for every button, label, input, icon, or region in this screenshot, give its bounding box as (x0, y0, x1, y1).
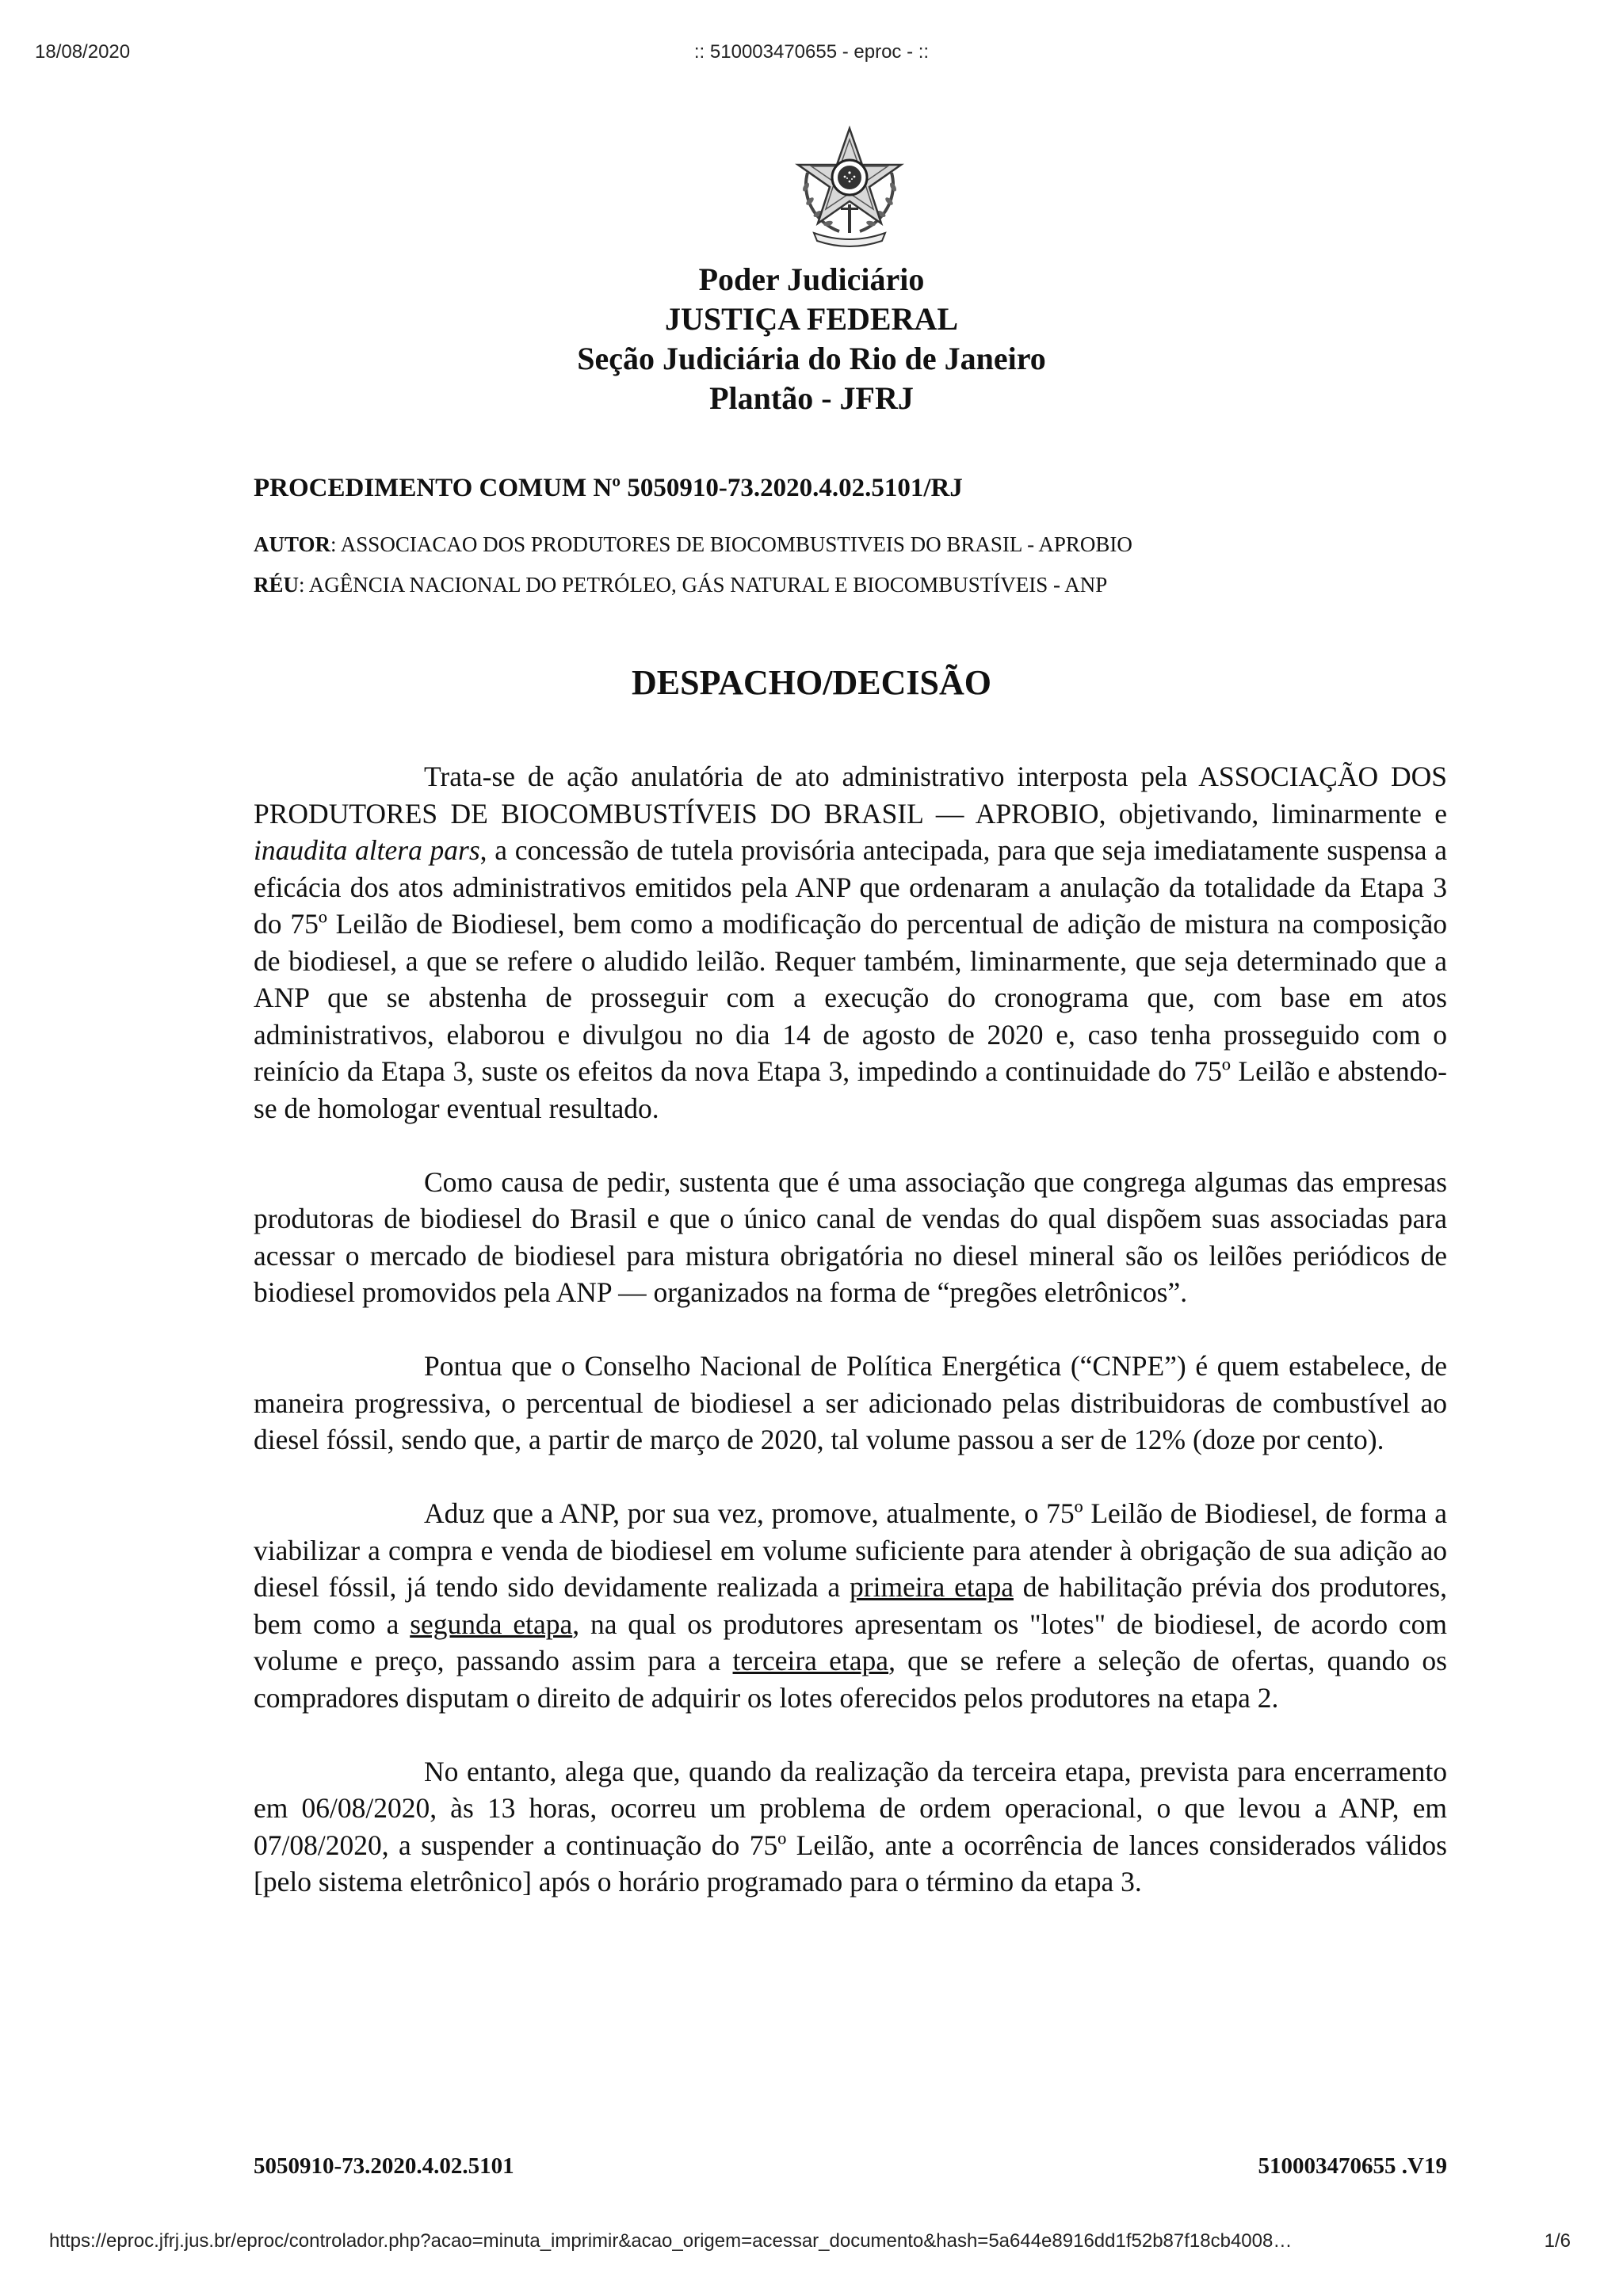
reu-value: : AGÊNCIA NACIONAL DO PETRÓLEO, GÁS NATURAL E BIOCOMBUSTÍVEIS - ANP (299, 573, 1108, 597)
footer-process-number: 5050910-73.2020.4.02.5101 (254, 2153, 514, 2179)
print-date: 18/08/2020 (35, 41, 131, 63)
party-reu (254, 573, 1107, 597)
footer-document-number: 510003470655 .V19 (1258, 2153, 1447, 2179)
procedure-title: PROCEDIMENTO COMUM Nº 5050910-73.2020.4.02.5101/RJ (254, 474, 963, 502)
latin-term: inaudita altera pars (254, 834, 480, 866)
coat-of-arms-icon (790, 125, 909, 249)
court-header (0, 260, 1623, 418)
paragraph-4: Aduz que a ANP, por sua vez, promove, atualmente, o 75º Leilão de Biodiesel, de forma a viabilizar a compra e venda de biodiesel em volume suficiente para atender à obrigação de sua adição ao diesel fóssil, já tendo sido devidamente realizada a primeira etapa de habilitação prévia dos produtores, bem como a segunda etapa, na qual os produtores apresentam os "lotes" de biodiesel, de acordo com volume e preço, passando assim para a terceira etapa, que se refere a seleção de ofertas, quando os compradores disputam o direito de adquirir os lotes oferecidos pelos produtores na etapa 2. (254, 1497, 1448, 1714)
document-heading: DESPACHO/DECISÃO (632, 663, 991, 702)
autor-value: : ASSOCIACAO DOS PRODUTORES DE BIOCOMBUSTIVEIS DO BRASIL - APROBIO (330, 532, 1132, 556)
print-page-title: :: 510003470655 - eproc - :: (693, 41, 930, 63)
paragraph-1: Trata-se de ação anulatória de ato administrativo interposta pela ASSOCIAÇÃO DOS PRODUTORES DE BIOCOMBUSTÍVEIS DO BRASIL — APROBIO, objetivando, liminarmente e inaudita altera pars, a concessão de tutela provisória antecipada, para que seja imediatamente suspensa a eficácia dos atos administrativos emitidos pela ANP que ordenaram a anulação da totalidade da Etapa 3 do 75º Leilão de Biodiesel, bem como a modificação do percentual de adição de mistura na composição de biodiesel, a que se refere o aludido leilão. Requer também, liminarmente, que seja determinado que a ANP que se abstenha de prosseguir com a execução do cronograma que, com base em atos administrativos, elaborou e divulgou no dia 14 de agosto de 2020 e, caso tenha prosseguido com o reinício da Etapa 3, suste os efeitos da nova Etapa 3, impedindo a continuidade do 75º Leilão e abstendo-se de homologar eventual resultado. (254, 761, 1447, 1124)
court-duty: Plantão - JFRJ (709, 380, 914, 416)
print-page-number: 1/6 (1544, 2230, 1571, 2252)
browser-print-header (0, 41, 1623, 73)
autor-label: AUTOR (254, 532, 331, 556)
document-body (254, 758, 1447, 1901)
court-branch: Poder Judiciário (698, 261, 925, 297)
reu-label: RÉU (254, 573, 300, 597)
paragraph-3: Pontua que o Conselho Nacional de Política Energética (“CNPE”) é quem estabelece, de maneira progressiva, o percentual de biodiesel a ser adicionado pelas distribuidoras de combustível ao diesel fóssil, sendo que, a partir de março de 2020, tal volume passou a ser de 12% (doze por cento). (254, 1350, 1447, 1455)
underlined-first-stage: primeira etapa (850, 1571, 1014, 1603)
underlined-second-stage: segunda etapa (410, 1608, 573, 1640)
paragraph-2: Como causa de pedir, sustenta que é uma associação que congrega algumas das empresas produtoras de biodiesel do Brasil e que o único canal de vendas do qual dispõem suas associadas para acessar o mercado de biodiesel para mistura obrigatória no diesel mineral são os leilões periódicos de biodiesel promovidos pela ANP — organizados na forma de “pregões eletrônicos”. (254, 1165, 1447, 1308)
court-section: Seção Judiciária do Rio de Janeiro (577, 341, 1046, 376)
party-autor (254, 532, 1132, 557)
paragraph-5: No entanto, alega que, quando da realização da terceira etapa, prevista para encerramento em 06/08/2020, às 13 horas, ocorreu um problema de ordem operacional, o que levou a ANP, em 07/08/2020, a suspender a continuação do 75º Leilão, ante a ocorrência de lances considerados válidos [pelo sistema eletrônico] após o horário programado para o término da etapa 3. (254, 1755, 1447, 1897)
court-name: JUSTIÇA FEDERAL (664, 301, 959, 337)
underlined-third-stage: terceira etapa (732, 1645, 889, 1676)
print-url: https://eproc.jfrj.jus.br/eproc/controlador.php?acao=minuta_imprimir&acao_origem=acessar_documento&hash=5a644e8916dd1f52b87f18cb4008… (49, 2230, 1293, 2252)
